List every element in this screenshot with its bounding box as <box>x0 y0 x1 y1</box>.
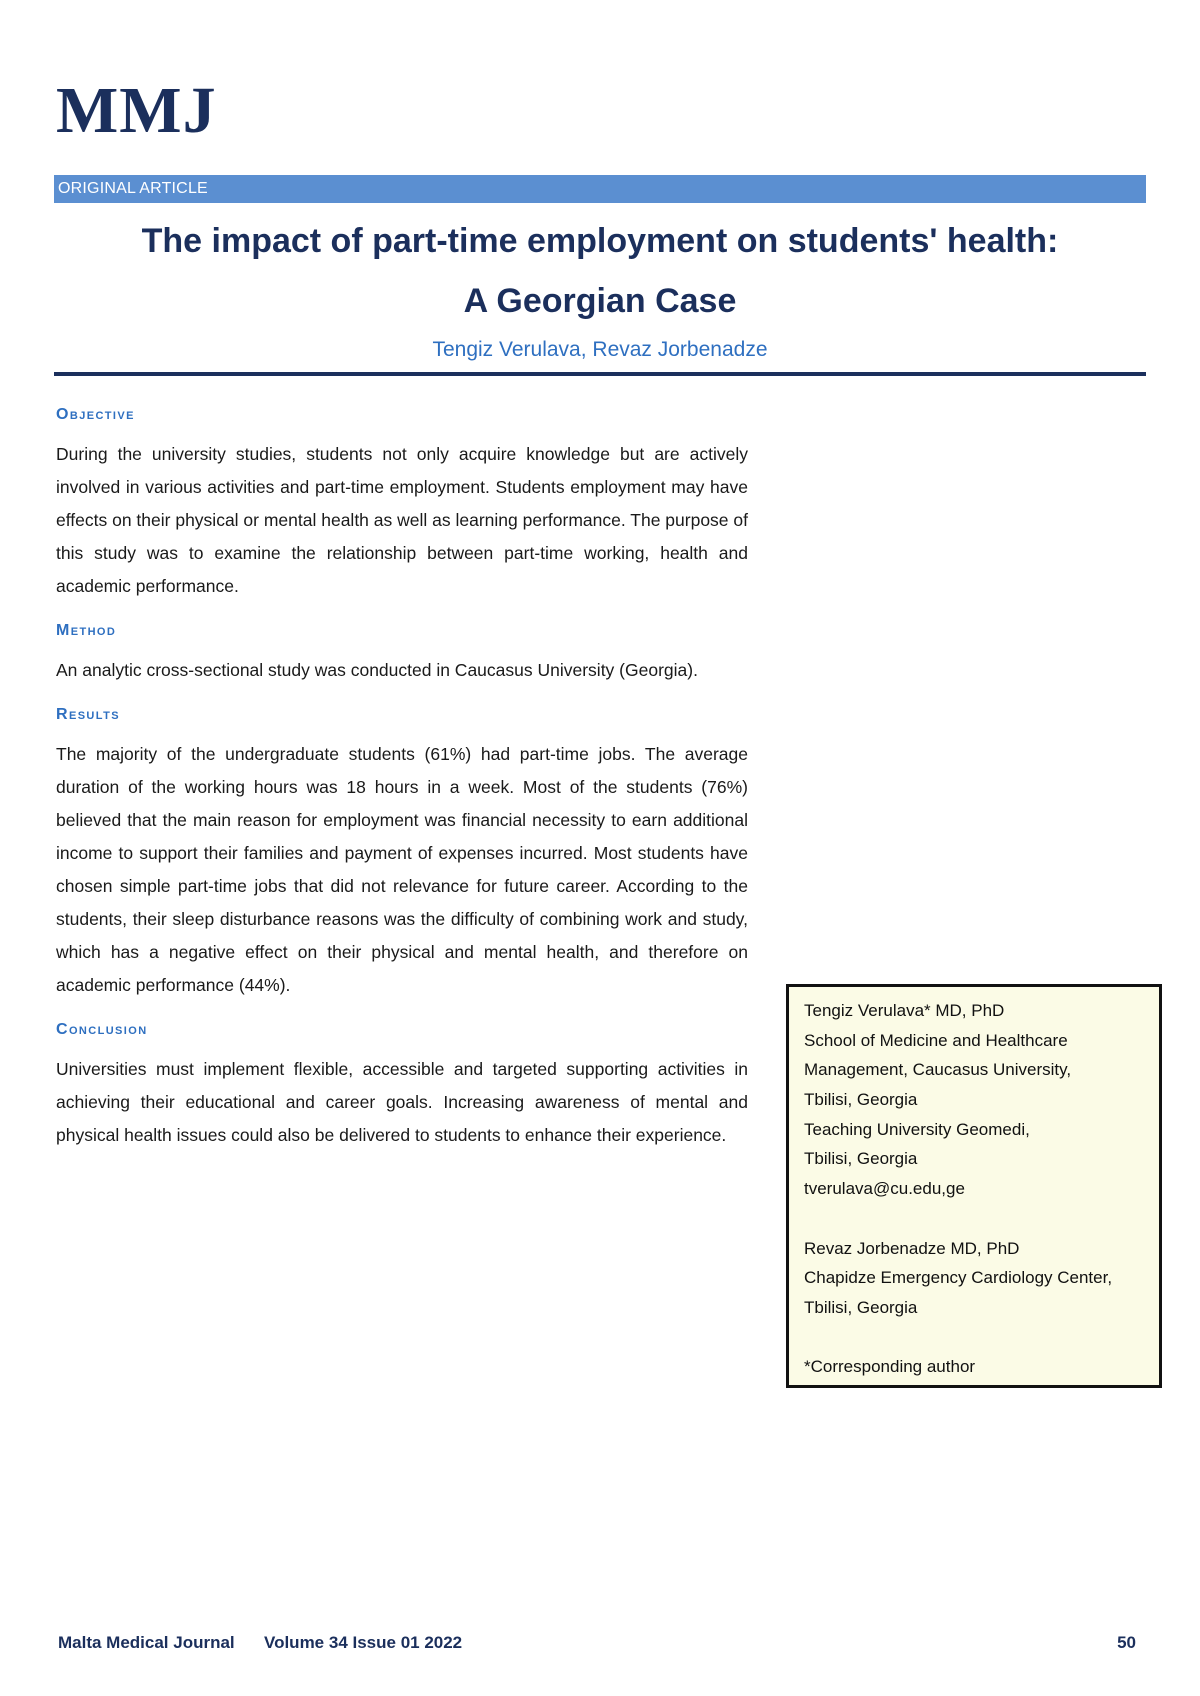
affiliation-line: School of Medicine and Healthcare <box>804 1030 1068 1050</box>
method-text: An analytic cross-sectional study was conducted in Caucasus University (Georgia). <box>56 660 698 680</box>
affiliation-line: Tbilisi, Georgia <box>804 1149 918 1169</box>
affiliation-line: Management, Caucasus University, <box>804 1060 1072 1080</box>
article-type-banner <box>54 175 1146 203</box>
affiliation-spacer <box>804 1323 1159 1353</box>
affiliation-line: Tbilisi, Georgia <box>804 1297 918 1317</box>
article-type-label: ORIGINAL ARTICLE <box>58 180 208 197</box>
abstract <box>56 405 748 1170</box>
article-title-line-1: The impact of part-time employment on students' health: <box>141 222 1059 260</box>
footer-volume-issue: Volume 34 Issue 01 2022 <box>264 1633 463 1652</box>
author-email: tverulava@cu.edu,ge <box>804 1179 965 1199</box>
affiliation-line: Teaching University Geomedi, <box>804 1119 1030 1139</box>
footer-journal-name: Malta Medical Journal <box>58 1633 235 1652</box>
article-authors: Tengiz Verulava, Revaz Jorbenadze <box>432 338 768 361</box>
article-title-line-2: A Georgian Case <box>463 282 737 320</box>
objective-text: During the university studies, students not only acquire knowledge but are actively involved in various activities and part-time employment. Students employment may have effects on their physical or mental health as well as learning performance. The purpose of this study was to examine the relationship between part-time working, health and academic performance. <box>56 444 748 596</box>
title-divider <box>54 372 1146 376</box>
journal-logo: MMJ <box>56 74 217 147</box>
results-heading: Results <box>56 706 120 723</box>
affiliation-line: Tbilisi, Georgia <box>804 1090 918 1110</box>
author-affiliations-box <box>786 984 1162 1388</box>
affiliation-line: Revaz Jorbenadze MD, PhD <box>804 1238 1020 1258</box>
objective-heading: Objective <box>56 406 135 423</box>
corresponding-author-note: *Corresponding author <box>804 1357 976 1377</box>
affiliation-line: Chapidze Emergency Cardiology Center, <box>804 1268 1113 1288</box>
conclusion-text: Universities must implement flexible, accessible and targeted supporting activities in achieving their educational and career goals. Increasing awareness of mental and physical health issues could also be delivered to students to enhance their experience. <box>56 1059 748 1145</box>
method-heading: Method <box>56 622 117 639</box>
page-number: 50 <box>1117 1633 1136 1652</box>
affiliation-line: Tengiz Verulava* MD, PhD <box>804 1001 1005 1020</box>
affiliation-spacer <box>804 1204 1159 1234</box>
conclusion-heading: Conclusion <box>56 1021 148 1038</box>
results-text: The majority of the undergraduate students (61%) had part-time jobs. The average duration of the working hours was 18 hours in a week. Most of the students (76%) believed that the main reason for employment was financial necessity to earn additional income to support their families and payment of expenses incurred. Most students have chosen simple part-time jobs that did not relevance for future career. According to the students, their sleep disturbance reasons was the difficulty of combining work and study, which has a negative effect on their physical and mental health, and therefore on academic performance (44%). <box>56 744 748 995</box>
